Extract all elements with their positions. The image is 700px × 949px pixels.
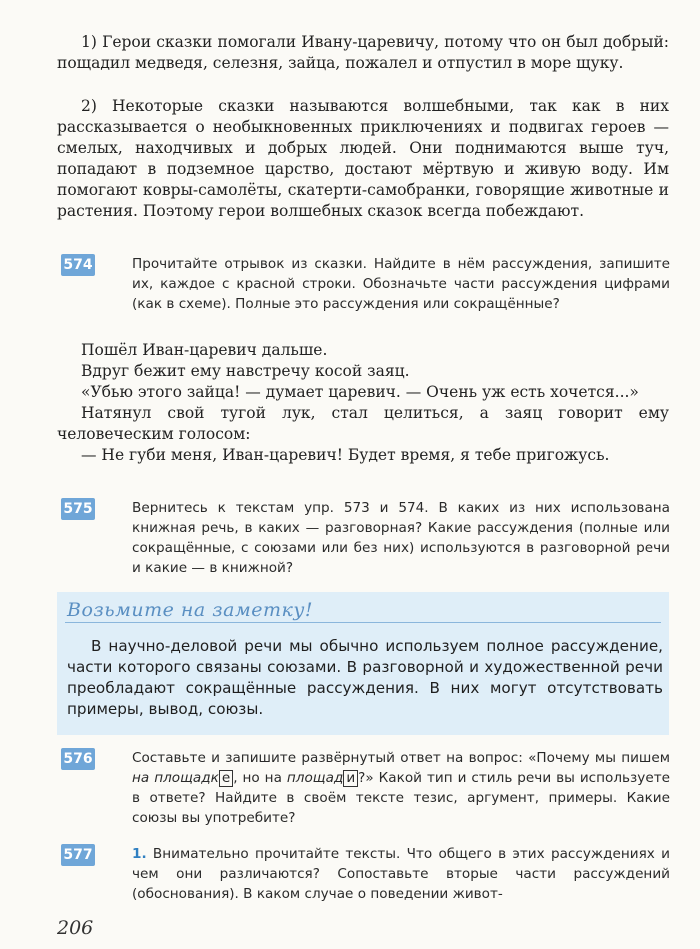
exercise-574-badge: 574: [61, 254, 95, 276]
task-text: Составьте и запишите развёрнутый ответ на вопрос: «Почему мы пишем: [132, 750, 670, 766]
exercise-576-task: [132, 748, 670, 828]
exercise-574-task: Прочитайте отрывок из сказки. Найдите в нём рассуждения, запишите их, каждое с красной строки. Обозначьте части рассуждения цифрами (как в схеме). Полные это рассуждения или сокращённые?: [132, 256, 670, 312]
boxed-letter: и: [343, 770, 358, 787]
task-text: , но на: [233, 770, 287, 786]
task-text: Внимательно прочитайте тексты. Что общего в этих рассуждениях и чем они различаются? Сопоставьте вторые части рассуждений (обоснования). В каком случае о поведении живот-: [132, 846, 670, 902]
note-body: В научно-деловой речи мы обычно используем полное рассуждение, части которого связаны союзами. В разговорной и художественной речи преобладают сокращённые рассуждения. В них могут отсутствовать примеры, вывод, союзы.: [67, 637, 663, 718]
note-divider: [65, 622, 661, 623]
task-word: на площадк: [132, 770, 219, 786]
story-line: Пошёл Иван-царевич дальше.: [81, 341, 328, 359]
answer-1: 1) Герои сказки помогали Ивану-царевичу, потому что он был добрый: пощадил медведя, селезня, зайца, пожалел и отпустил в море щуку.: [57, 33, 669, 72]
answer-2: 2) Некоторые сказки называются волшебными, так как в них рассказывается о необыкновенных приключениях и подвигах героев — смелых, находчивых и добрых людей. Они поднимаются выше туч, попадают в подземное царство, достают мёртвую и живую воду. Им помогают ковры-самолёты, скатерти-самобранки, говорящие животные и растения. Поэтому герои волшебных сказок всегда побеждают.: [57, 97, 669, 220]
note-title: Возьмите на заметку!: [67, 599, 313, 621]
exercise-577-badge: 577: [61, 844, 95, 866]
story-line: «Убью этого зайца! — думает царевич. — Очень уж есть хочется...»: [81, 383, 639, 401]
note-box: [57, 592, 669, 735]
page-number: 206: [57, 917, 94, 939]
story-line: — Не губи меня, Иван-царевич! Будет время, я тебе пригожусь.: [81, 446, 610, 464]
story-line: Вдруг бежит ему навстречу косой заяц.: [81, 362, 410, 380]
exercise-575-badge: 575: [61, 498, 95, 520]
task-text: ?» Какой тип и стиль речи вы используете в ответе? Найдите в своём тексте тезис, аргумент, примеры. Какие союзы вы употребите?: [132, 770, 670, 826]
boxed-letter: е: [219, 770, 233, 787]
subtask-number: 1.: [132, 846, 147, 862]
exercise-577-task: [132, 844, 670, 904]
task-word: площад: [286, 770, 344, 786]
story-line: Натянул свой тугой лук, стал целиться, а заяц говорит ему человеческим голосом:: [57, 404, 669, 443]
exercise-575-task: Вернитесь к текстам упр. 573 и 574. В каких из них использована книжная речь, в каких — разговорная? Какие рассуждения (полные или сокращённые, с союзами или без них) используются в разговорной речи и какие — в книжной?: [132, 500, 670, 576]
exercise-576-badge: 576: [61, 748, 95, 770]
fairy-tale-excerpt: [57, 340, 669, 466]
